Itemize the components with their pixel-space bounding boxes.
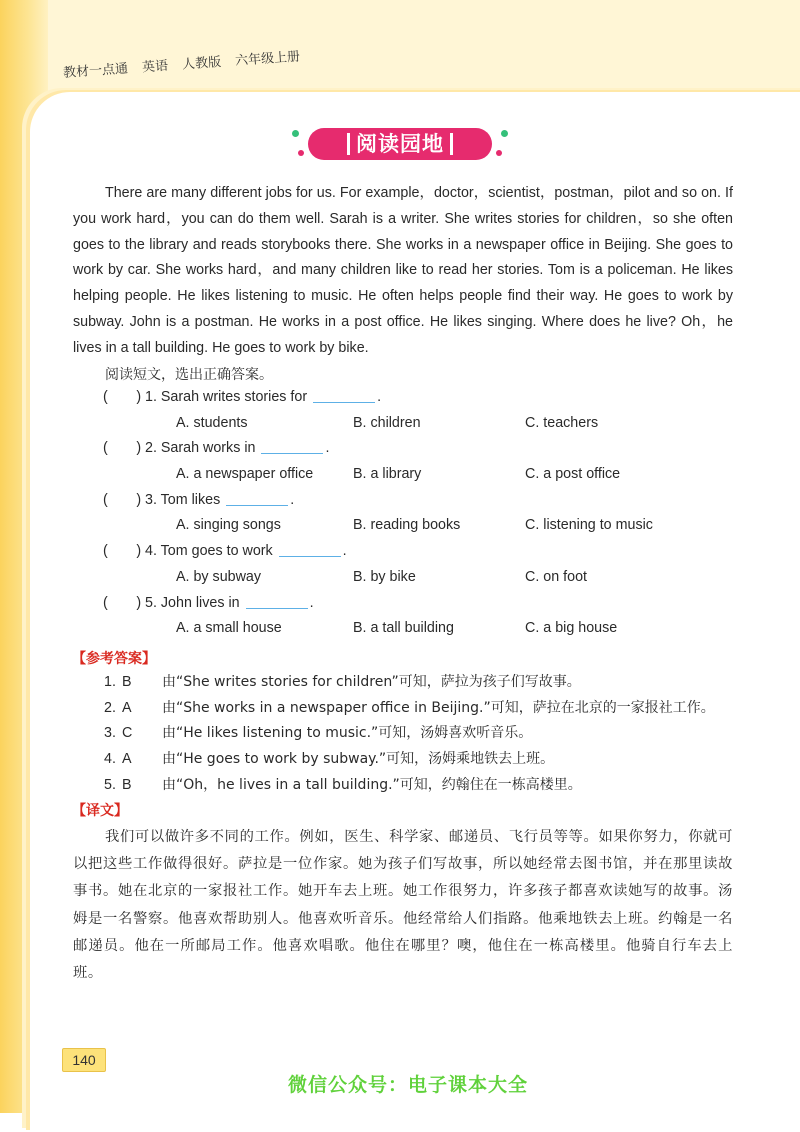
- answer-key: [104, 670, 744, 798]
- watermark: 微信公众号：电子课本大全: [288, 1074, 529, 1096]
- answer-blank[interactable]: [261, 437, 323, 454]
- option-b: B. a library: [353, 466, 422, 483]
- answer-paren[interactable]: ( ): [103, 440, 142, 457]
- option-row: [73, 513, 753, 539]
- header-grade: 六年级上册: [234, 49, 301, 69]
- decor-dot-icon: [501, 130, 508, 137]
- answer-number: 1.: [104, 674, 116, 690]
- answer-number: 3.: [104, 725, 116, 742]
- answers-label: 【参考答案】: [72, 651, 156, 667]
- option-b: B. children: [353, 414, 421, 431]
- question-row: [73, 591, 753, 617]
- answer-blank[interactable]: [226, 489, 288, 506]
- header-subject: 英语: [141, 58, 169, 76]
- translation-text: 我们可以做许多不同的工作。例如，医生、科学家、邮递员、飞行员等等。如果你努力，你就可以把这些工作做得很好。萨拉是一位作家。她为孩子们写故事，所以她经常去图书馆，并在那里读故事书。她在北京的一家报社工作。她开车去上班。她工作很努力，许多孩子都喜欢读她写的故事。汤姆是一名警察。他喜欢帮助别人。他喜欢听音乐。他经常给人们指路。他乘地铁去上班。约翰是一名邮递员。他在一所邮局工作。他喜欢唱歌。他住在哪里？噢，他住在一栋高楼里。他骑自行车去上班。: [73, 829, 733, 982]
- option-a: A. by subway: [176, 568, 262, 585]
- option-b: B. by bike: [353, 568, 416, 585]
- question-row: [73, 488, 753, 514]
- answer-row: [104, 696, 744, 722]
- option-row: [73, 462, 753, 488]
- option-a: A. a small house: [176, 620, 282, 637]
- answer-blank[interactable]: [246, 592, 308, 609]
- answer-letter: C: [121, 725, 133, 742]
- answer-blank[interactable]: [313, 386, 375, 403]
- option-c: C. teachers: [525, 414, 599, 431]
- option-a: A. a newspaper office: [176, 466, 314, 483]
- option-row: [73, 411, 753, 437]
- decor-dot-icon: [292, 130, 299, 137]
- answer-paren[interactable]: ( ): [103, 594, 142, 611]
- answer-row: [104, 670, 744, 696]
- page-number: 140: [62, 1048, 106, 1072]
- question-row: [73, 436, 753, 462]
- option-a: A. singing songs: [176, 517, 281, 534]
- answer-paren[interactable]: ( ): [103, 389, 142, 405]
- answer-explanation: 由“She writes stories for children”可知，萨拉为孩子们写故事。: [161, 674, 581, 690]
- question-stem: 3. Tom likes .: [145, 488, 294, 514]
- answer-blank[interactable]: [279, 540, 341, 557]
- answer-number: 5.: [104, 776, 116, 793]
- answer-explanation: 由“He likes listening to music.”可知，汤姆喜欢听音乐。: [161, 725, 533, 742]
- option-c: C. a big house: [525, 620, 618, 637]
- question-stem: 5. John lives in .: [145, 591, 314, 617]
- option-row: [73, 565, 753, 591]
- passage-text: There are many different jobs for us. For example，doctor，scientist，postman，pilot and so on. If you work hard，you can do them well. Sarah is a writer. She writes stories for children，so she often goes to the library and reads storybooks there. She works in a newspaper office in Beijing. She goes to work by car. She works hard，and many children like to read her stories. Tom is a policeman. He likes helping people. He likes listening to music. He often helps people find their way. He goes to work by subway. John is a postman. He works in a post office. He likes singing. Where does he live? Oh，he lives in a tall building. He goes to work by bike.: [73, 185, 733, 356]
- answer-letter: B: [121, 776, 132, 793]
- instruction: 阅读短文，选出正确答案。: [105, 367, 273, 383]
- header-edition: 人教版: [181, 54, 222, 73]
- decor-dot-icon: [298, 150, 304, 156]
- answer-explanation: 由“He goes to work by subway.”可知，汤姆乘地铁去上班。: [161, 751, 555, 768]
- answer-explanation: 由“She works in a newspaper office in Beijing.”可知，萨拉在北京的一家报社工作。: [161, 699, 715, 716]
- option-a: A. students: [176, 414, 248, 431]
- answer-letter: A: [121, 699, 132, 716]
- question-row: [73, 539, 753, 565]
- answer-paren[interactable]: ( ): [103, 543, 142, 560]
- question-stem: 1. Sarah writes stories for .: [145, 385, 381, 411]
- translation-label: 【译文】: [72, 803, 128, 819]
- question-stem: 2. Sarah works in .: [145, 436, 329, 462]
- reading-passage: [73, 181, 733, 362]
- question-list: [73, 385, 753, 642]
- translation: [73, 824, 733, 987]
- question-stem: 4. Tom goes to work .: [145, 539, 347, 565]
- option-b: B. reading books: [353, 517, 461, 534]
- option-c: C. listening to music: [525, 517, 653, 534]
- answer-explanation: 由“Oh，he lives in a tall building.”可知，约翰住在一栋高楼里。: [161, 776, 582, 793]
- answer-letter: B: [121, 674, 132, 690]
- header-book: 教材一点通: [62, 61, 129, 81]
- decor-dot-icon: [496, 150, 502, 156]
- page-title: 阅读园地: [347, 133, 453, 155]
- answer-row: [104, 721, 744, 747]
- answer-number: 4.: [104, 751, 116, 768]
- option-b: B. a tall building: [353, 620, 454, 637]
- answer-row: [104, 747, 744, 773]
- section-title-banner: [290, 128, 510, 162]
- answer-row: [104, 773, 744, 799]
- option-c: C. on foot: [525, 568, 587, 585]
- answer-paren[interactable]: ( ): [103, 491, 142, 508]
- answer-number: 2.: [104, 699, 116, 716]
- answer-letter: A: [121, 751, 132, 768]
- question-row: [73, 385, 753, 411]
- title-pill: [308, 128, 492, 160]
- option-row: [73, 616, 753, 642]
- option-c: C. a post office: [525, 466, 621, 483]
